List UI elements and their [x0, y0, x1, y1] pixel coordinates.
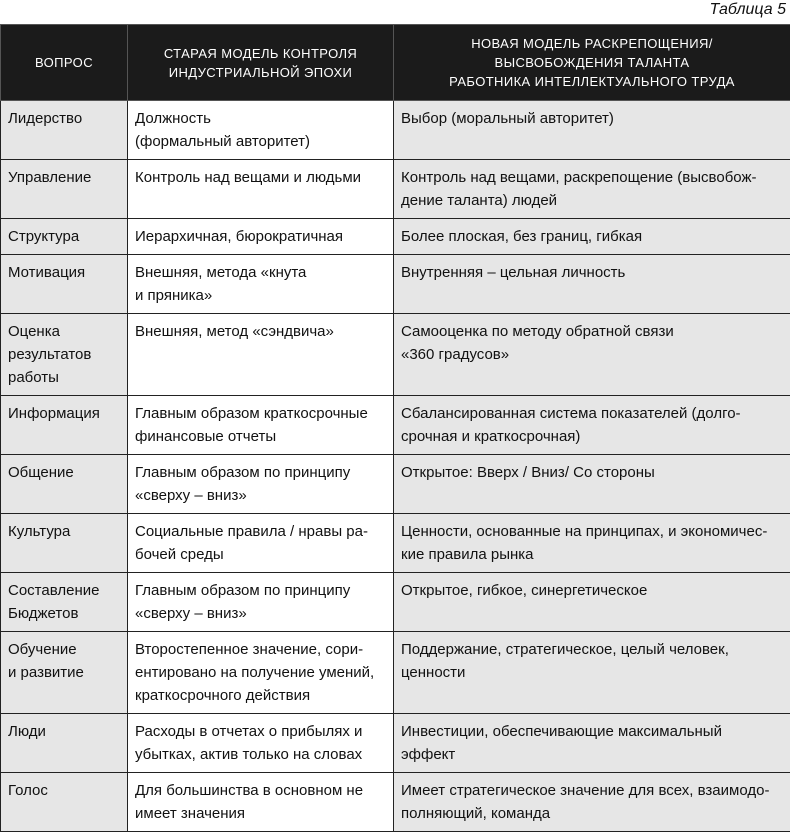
old-model-cell: Внешняя, метод «сэндвича» [128, 314, 394, 396]
new-model-cell: Ценности, основанные на принципах, и экономичес- кие правила рынка [394, 514, 790, 573]
new-model-cell: Поддержание, стратегическое, целый человек, ценности [394, 632, 790, 714]
table-row [1, 101, 790, 160]
table-row [1, 573, 790, 632]
table-row [1, 632, 790, 714]
old-model-cell: Главным образом по принципу «сверху – вниз» [128, 455, 394, 514]
table-row [1, 773, 790, 832]
table-row [1, 455, 790, 514]
comparison-table [0, 24, 790, 832]
table-body [1, 101, 790, 832]
new-model-cell: Выбор (моральный авторитет) [394, 101, 790, 160]
old-model-cell: Внешняя, метода «кнута и пряника» [128, 255, 394, 314]
table-caption: Таблица 5 [0, 0, 790, 24]
old-model-cell: Главным образом по принципу «сверху – вниз» [128, 573, 394, 632]
table-row [1, 514, 790, 573]
header-question: ВОПРОС [1, 25, 128, 101]
table-row [1, 314, 790, 396]
question-cell: Мотивация [1, 255, 128, 314]
question-cell: Люди [1, 714, 128, 773]
old-model-cell: Расходы в отчетах о прибылях и убытках, актив только на словах [128, 714, 394, 773]
new-model-cell: Инвестиции, обеспечивающие максимальный эффект [394, 714, 790, 773]
question-cell: Общение [1, 455, 128, 514]
old-model-cell: Должность (формальный авторитет) [128, 101, 394, 160]
question-cell: Культура [1, 514, 128, 573]
old-model-cell: Иерархичная, бюрократичная [128, 219, 394, 255]
question-cell: Голос [1, 773, 128, 832]
old-model-cell: Для большинства в основном не имеет значения [128, 773, 394, 832]
question-cell: Структура [1, 219, 128, 255]
old-model-cell: Второстепенное значение, сори- ентировано на получение умений, краткосрочного действия [128, 632, 394, 714]
question-cell: Оценка результатов работы [1, 314, 128, 396]
table-row [1, 160, 790, 219]
new-model-cell: Открытое: Вверх / Вниз/ Со стороны [394, 455, 790, 514]
header-new-model: НОВАЯ МОДЕЛЬ РАСКРЕПОЩЕНИЯ/ ВЫСВОБОЖДЕНИЯ ТАЛАНТА РАБОТНИКА ИНТЕЛЛЕКТУАЛЬНОГО ТРУДА [394, 25, 790, 101]
new-model-cell: Самооценка по методу обратной связи «360 градусов» [394, 314, 790, 396]
question-cell: Управление [1, 160, 128, 219]
new-model-cell: Сбалансированная система показателей (долго- срочная и краткосрочная) [394, 396, 790, 455]
question-cell: Лидерство [1, 101, 128, 160]
question-cell: Информация [1, 396, 128, 455]
table-header [1, 25, 790, 101]
header-old-model: СТАРАЯ МОДЕЛЬ КОНТРОЛЯ ИНДУСТРИАЛЬНОЙ ЭПОХИ [128, 25, 394, 101]
new-model-cell: Контроль над вещами, раскрепощение (высвобож- дение таланта) людей [394, 160, 790, 219]
table-row [1, 396, 790, 455]
table-row [1, 255, 790, 314]
question-cell: Составление Бюджетов [1, 573, 128, 632]
new-model-cell: Открытое, гибкое, синергетическое [394, 573, 790, 632]
table-row [1, 714, 790, 773]
old-model-cell: Контроль над вещами и людьми [128, 160, 394, 219]
table-row [1, 219, 790, 255]
new-model-cell: Более плоская, без границ, гибкая [394, 219, 790, 255]
old-model-cell: Главным образом краткосрочные финансовые отчеты [128, 396, 394, 455]
new-model-cell: Внутренняя – цельная личность [394, 255, 790, 314]
header-row [1, 25, 790, 101]
old-model-cell: Социальные правила / нравы ра- бочей среды [128, 514, 394, 573]
question-cell: Обучение и развитие [1, 632, 128, 714]
new-model-cell: Имеет стратегическое значение для всех, взаимодо- полняющий, команда [394, 773, 790, 832]
